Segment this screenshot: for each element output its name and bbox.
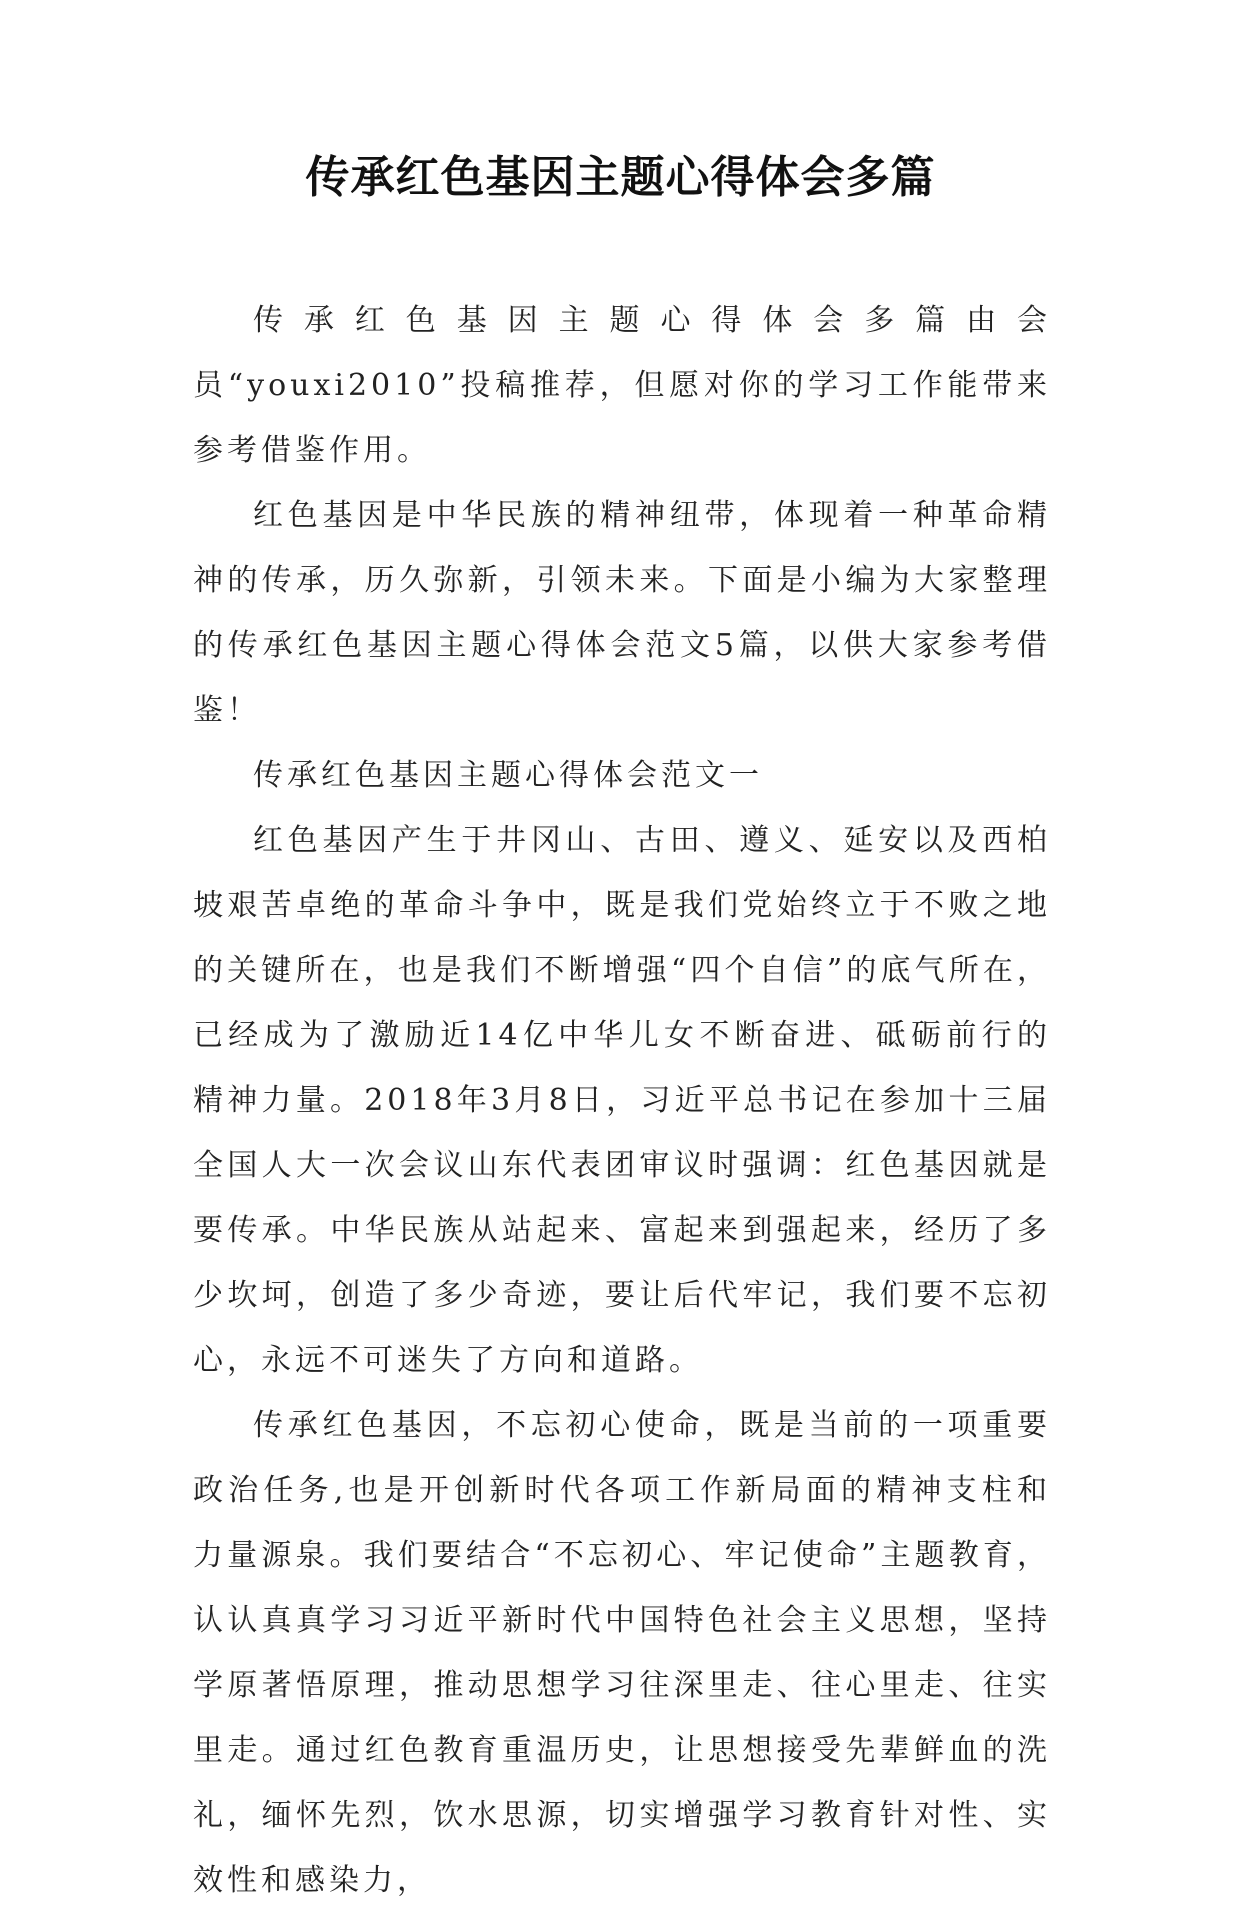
- paragraph-summary: 红色基因是中华民族的精神纽带，体现着一种革命精神的传承，历久弥新，引领未来。下面是小编为大家整理的传承红色基因主题心得体会范文5篇，以供大家参考借鉴！: [193, 498, 1051, 728]
- document-body: [193, 288, 1051, 1913]
- paragraph-intro: 传承红色基因主题心得体会多篇由会员“youxi2010”投稿推荐，但愿对你的学习工作能带来参考借鉴作用。: [193, 303, 1051, 468]
- paragraph-body-2: 传承红色基因，不忘初心使命，既是当前的一项重要政治任务,也是开创新时代各项工作新局面的精神支柱和力量源泉。我们要结合“不忘初心、牢记使命”主题教育，认认真真学习习近平新时代中国特色社会主义思想，坚持学原著悟原理，推动思想学习往深里走、往心里走、往实里走。通过红色教育重温历史，让思想接受先辈鲜血的洗礼，缅怀先烈，饮水思源，切实增强学习教育针对性、实效性和感染力，: [193, 1408, 1051, 1898]
- document-title: 传承红色基因主题心得体会多篇: [305, 152, 936, 203]
- section-heading: 传承红色基因主题心得体会范文一: [253, 758, 763, 793]
- paragraph-body-1: 红色基因产生于井冈山、古田、遵义、延安以及西柏坡艰苦卓绝的革命斗争中，既是我们党始终立于不败之地的关键所在，也是我们不断增强“四个自信”的底气所在，已经成为了激励近14亿中华儿女不断奋进、砥砺前行的精神力量。2018年3月8日，习近平总书记在参加十三届全国人大一次会议山东代表团审议时强调：红色基因就是要传承。中华民族从站起来、富起来到强起来，经历了多少坎坷，创造了多少奇迹，要让后代牢记，我们要不忘初心，永远不可迷失了方向和道路。: [193, 823, 1051, 1378]
